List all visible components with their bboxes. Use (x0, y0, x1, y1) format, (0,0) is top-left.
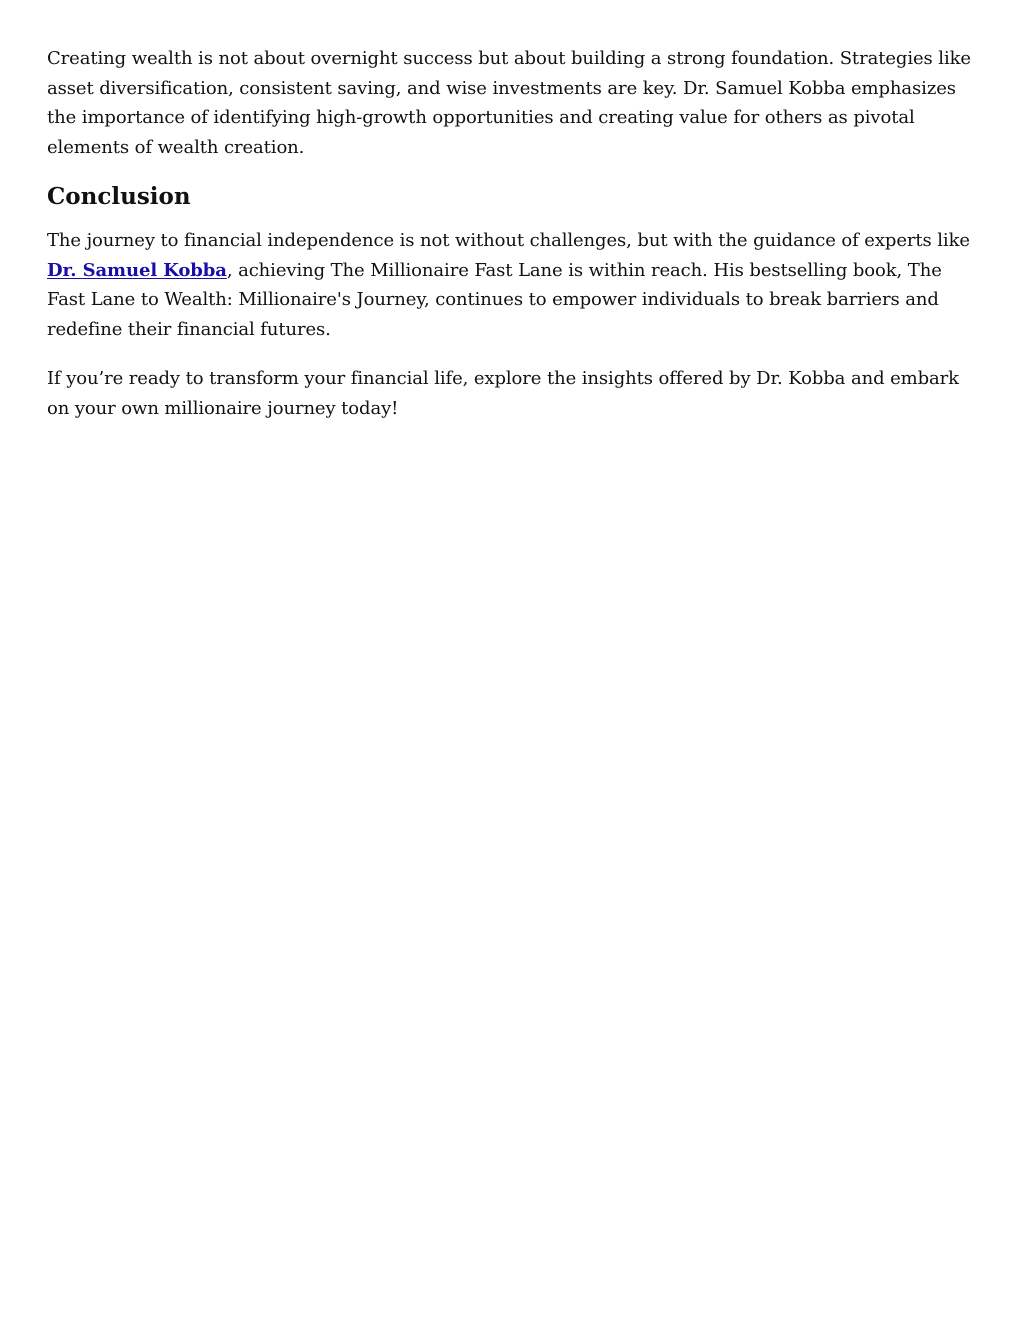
closing-paragraph: If you’re ready to transform your financial life, explore the insights offered by Dr. Kobba and embark on your own millionaire journey today! (47, 368, 959, 419)
conclusion-heading: Conclusion (47, 183, 191, 210)
author-link[interactable]: Dr. Samuel Kobba (47, 259, 227, 281)
conclusion-text-before-link: The journey to financial independence is not without challenges, but with the guidance of experts like (47, 230, 970, 251)
intro-paragraph: Creating wealth is not about overnight success but about building a strong foundation. Strategies like asset diversification, consistent saving, and wise investments are key. Dr. Samuel Kobba emphasizes the importance of identifying high-growth opportunities and creating value for others as pivotal elements of wealth creation. (47, 48, 971, 158)
conclusion-text-after-link: , achieving The Millionaire Fast Lane is within reach. His bestselling book, The Fast Lane to Wealth: Millionaire's Journey, continues to empower individuals to break barriers and redefine their financial futures. (47, 259, 942, 340)
conclusion-paragraph (47, 226, 984, 344)
